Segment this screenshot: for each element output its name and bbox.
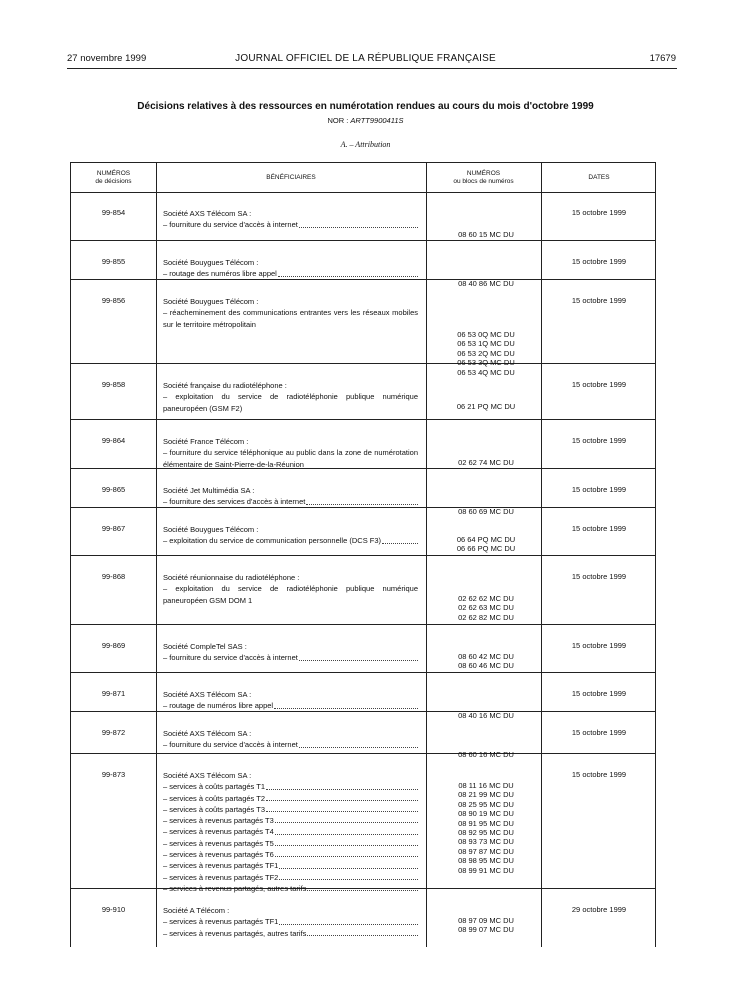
beneficiary bbox=[163, 641, 418, 664]
decision-date: 15 octobre 1999 bbox=[571, 728, 627, 737]
service-item: – exploitation du service de radiotéléphonie publique numérique paneuropéen (GSM F2) bbox=[163, 392, 418, 413]
decision-number: 99-873 bbox=[101, 770, 126, 779]
service-item: – services à revenus partagés TF1 bbox=[163, 860, 418, 871]
decision-number: 99-868 bbox=[101, 572, 126, 581]
header-beneficiaries: BÉNÉFICIAIRES bbox=[266, 173, 316, 181]
decision-date: 15 octobre 1999 bbox=[571, 485, 627, 494]
table-row bbox=[71, 889, 655, 948]
header-number-blocks-text: NUMÉROS ou blocs de numéros bbox=[453, 170, 514, 185]
decision-date: 15 octobre 1999 bbox=[571, 641, 627, 650]
company-name: Société Bouygues Télécom : bbox=[163, 297, 259, 306]
number-block: 08 97 09 MC DU bbox=[458, 916, 514, 925]
number-block: 02 62 74 MC DU bbox=[458, 458, 514, 467]
beneficiary bbox=[163, 257, 418, 280]
number-block: 08 92 95 MC DU bbox=[458, 828, 514, 838]
number-block: 06 64 PQ MC DU bbox=[456, 535, 516, 544]
decision-number: 99-869 bbox=[101, 641, 126, 650]
service-item: – services à revenus partagés T4 bbox=[163, 826, 418, 837]
number-block: 06 53 0Q MC DU bbox=[457, 330, 515, 339]
table-row bbox=[71, 364, 655, 420]
company-name: Société Bouygues Télécom : bbox=[163, 525, 259, 534]
beneficiary bbox=[163, 380, 418, 414]
number-block: 08 93 73 MC DU bbox=[458, 837, 514, 847]
decision-date: 15 octobre 1999 bbox=[571, 380, 627, 389]
service-item: – exploitation du service de radiotéléphonie publique numérique paneuropéen GSM DOM 1 bbox=[163, 584, 418, 605]
company-name: Société AXS Télécom SA : bbox=[163, 771, 252, 780]
table-row bbox=[71, 712, 655, 759]
number-block: 06 53 2Q MC DU bbox=[457, 348, 515, 358]
number-block: 08 11 16 MC DU bbox=[458, 781, 514, 790]
service-item: – fourniture du service téléphonique au public dans la zone de numérotation élémentaire de Saint-Pierre-de-la-Réunion bbox=[163, 448, 418, 469]
number-block: 08 40 86 MC DU bbox=[458, 279, 514, 288]
service-item: – exploitation du service de communication personnelle (DCS F3) bbox=[163, 535, 418, 546]
number-block: 06 21 PQ MC DU bbox=[456, 402, 516, 411]
service-item: – services à revenus partagés, autres tarifs bbox=[163, 928, 418, 939]
beneficiary bbox=[163, 770, 418, 894]
decision-number: 99-856 bbox=[101, 296, 126, 305]
company-name: Société A Télécom : bbox=[163, 906, 230, 915]
number-blocks bbox=[431, 402, 541, 411]
service-item: – fourniture du service d'accès à internet bbox=[163, 652, 418, 663]
table-row bbox=[71, 754, 655, 893]
company-name: Société France Télécom : bbox=[163, 437, 249, 446]
header-number-blocks bbox=[426, 163, 541, 192]
beneficiary bbox=[163, 208, 418, 231]
decision-date: 15 octobre 1999 bbox=[571, 770, 627, 779]
number-block: 08 91 95 MC DU bbox=[458, 818, 514, 828]
service-item: – fourniture du service d'accès à internet bbox=[163, 219, 418, 230]
service-item: – fourniture du service d'accès à internet bbox=[163, 739, 418, 750]
table-row bbox=[71, 420, 655, 469]
beneficiary bbox=[163, 572, 418, 606]
number-block: 06 53 3Q MC DU bbox=[457, 358, 515, 368]
decision-date: 15 octobre 1999 bbox=[571, 524, 627, 533]
header-decision-numbers bbox=[71, 163, 156, 192]
decision-number: 99-867 bbox=[101, 524, 126, 533]
attribution-table bbox=[70, 162, 656, 947]
decision-number: 99-864 bbox=[101, 436, 126, 445]
table-row bbox=[71, 508, 655, 556]
number-block: 08 60 16 MC DU bbox=[458, 750, 514, 759]
service-item: – services à revenus partagés T6 bbox=[163, 849, 418, 860]
service-item: – services à coûts partagés T1 bbox=[163, 781, 418, 792]
table-header bbox=[71, 163, 655, 193]
table-row bbox=[71, 469, 655, 516]
service-item: – services à coûts partagés T3 bbox=[163, 804, 418, 815]
number-block: 08 99 07 MC DU bbox=[458, 925, 514, 935]
number-block: 08 98 95 MC DU bbox=[458, 856, 514, 866]
decision-number: 99-858 bbox=[101, 380, 126, 389]
service-item: – services à revenus partagés TF1 bbox=[163, 916, 418, 927]
service-item: – routage des numéros libre appel bbox=[163, 268, 418, 279]
decision-date: 15 octobre 1999 bbox=[571, 572, 627, 581]
number-block: 08 21 99 MC DU bbox=[458, 790, 514, 800]
company-name: Société Bouygues Télécom : bbox=[163, 258, 259, 267]
beneficiary bbox=[163, 524, 418, 547]
service-item: – routage de numéros libre appel bbox=[163, 700, 418, 711]
number-block: 08 60 15 MC DU bbox=[458, 230, 514, 239]
number-blocks bbox=[431, 781, 541, 875]
section-label: A. – Attribution bbox=[340, 140, 391, 149]
table-row bbox=[71, 280, 655, 377]
service-item: – réacheminement des communications entrantes vers les réseaux mobiles sur le territoire métropolitain bbox=[163, 308, 418, 329]
section-heading bbox=[0, 140, 731, 149]
service-item: – services à revenus partagés TF2 bbox=[163, 872, 418, 883]
decision-date: 15 octobre 1999 bbox=[571, 436, 627, 445]
decision-date: 15 octobre 1999 bbox=[571, 208, 627, 217]
decision-number: 99-865 bbox=[101, 485, 126, 494]
table-row bbox=[71, 556, 655, 625]
decision-date: 15 octobre 1999 bbox=[571, 296, 627, 305]
company-name: Société Jet Multimédia SA : bbox=[163, 486, 255, 495]
number-blocks bbox=[431, 594, 541, 622]
beneficiary bbox=[163, 905, 418, 939]
number-block: 06 53 1Q MC DU bbox=[457, 339, 515, 349]
decision-number: 99-872 bbox=[101, 728, 126, 737]
company-name: Société française du radiotéléphone : bbox=[163, 381, 287, 390]
number-blocks bbox=[431, 916, 541, 935]
table-row bbox=[71, 673, 655, 720]
number-block: 08 90 19 MC DU bbox=[458, 809, 514, 819]
page-number: 17679 bbox=[649, 53, 676, 64]
number-block: 08 99 91 MC DU bbox=[458, 865, 514, 875]
decision-number: 99-855 bbox=[101, 257, 126, 266]
company-name: Société réunionnaise du radiotéléphone : bbox=[163, 573, 300, 582]
number-blocks bbox=[431, 652, 541, 671]
table-row bbox=[71, 241, 655, 288]
number-blocks bbox=[431, 535, 541, 554]
beneficiary bbox=[163, 296, 418, 330]
nor-label: NOR : bbox=[327, 116, 349, 125]
table-row bbox=[71, 192, 655, 241]
header-decision-numbers-text: NUMÉROS de décisions bbox=[95, 170, 132, 185]
company-name: Société AXS Télécom SA : bbox=[163, 690, 252, 699]
decision-number: 99-854 bbox=[101, 208, 126, 217]
header-dates: DATES bbox=[588, 173, 610, 181]
number-block: 08 97 87 MC DU bbox=[458, 846, 514, 856]
beneficiary bbox=[163, 485, 418, 508]
nor-reference bbox=[0, 116, 731, 125]
company-name: Société AXS Télécom SA : bbox=[163, 209, 252, 218]
company-name: Société CompleTel SAS : bbox=[163, 642, 247, 651]
beneficiary bbox=[163, 689, 418, 712]
document-title: Décisions relatives à des ressources en numérotation rendues au cours du mois d'octobre 1999 bbox=[137, 101, 594, 112]
beneficiary bbox=[163, 436, 418, 470]
service-item: – services à revenus partagés T3 bbox=[163, 815, 418, 826]
header-rule bbox=[67, 68, 677, 69]
number-blocks bbox=[431, 458, 541, 467]
header-date: 27 novembre 1999 bbox=[67, 53, 147, 64]
number-block: 08 40 16 MC DU bbox=[458, 711, 514, 720]
number-block: 02 62 82 MC DU bbox=[458, 612, 514, 622]
number-block: 08 25 95 MC DU bbox=[458, 799, 514, 809]
company-name: Société AXS Télécom SA : bbox=[163, 729, 252, 738]
decision-number: 99-910 bbox=[101, 905, 126, 914]
decision-date: 29 octobre 1999 bbox=[571, 905, 627, 914]
number-block: 08 60 46 MC DU bbox=[458, 661, 514, 671]
number-block: 08 60 69 MC DU bbox=[458, 507, 514, 516]
table-row bbox=[71, 625, 655, 673]
number-block: 02 62 63 MC DU bbox=[458, 603, 514, 613]
number-block: 06 66 PQ MC DU bbox=[456, 544, 516, 554]
decision-date: 15 octobre 1999 bbox=[571, 689, 627, 698]
number-block: 06 53 4Q MC DU bbox=[457, 367, 515, 377]
beneficiary bbox=[163, 728, 418, 751]
nor-value: ARTT9900411S bbox=[350, 116, 404, 125]
number-blocks bbox=[431, 230, 541, 239]
service-item: – services à revenus partagés T5 bbox=[163, 838, 418, 849]
number-block: 08 60 42 MC DU bbox=[458, 652, 514, 661]
service-item: – services à coûts partagés T2 bbox=[163, 793, 418, 804]
service-item: – services à revenus partagés, autres tarifs bbox=[163, 883, 418, 894]
number-block: 02 62 62 MC DU bbox=[458, 594, 514, 603]
service-item: – fourniture des services d'accès à internet bbox=[163, 496, 418, 507]
decision-date: 15 octobre 1999 bbox=[571, 257, 627, 266]
journal-title: JOURNAL OFFICIEL DE LA RÉPUBLIQUE FRANÇAISE bbox=[235, 53, 496, 64]
decision-number: 99-871 bbox=[101, 689, 126, 698]
